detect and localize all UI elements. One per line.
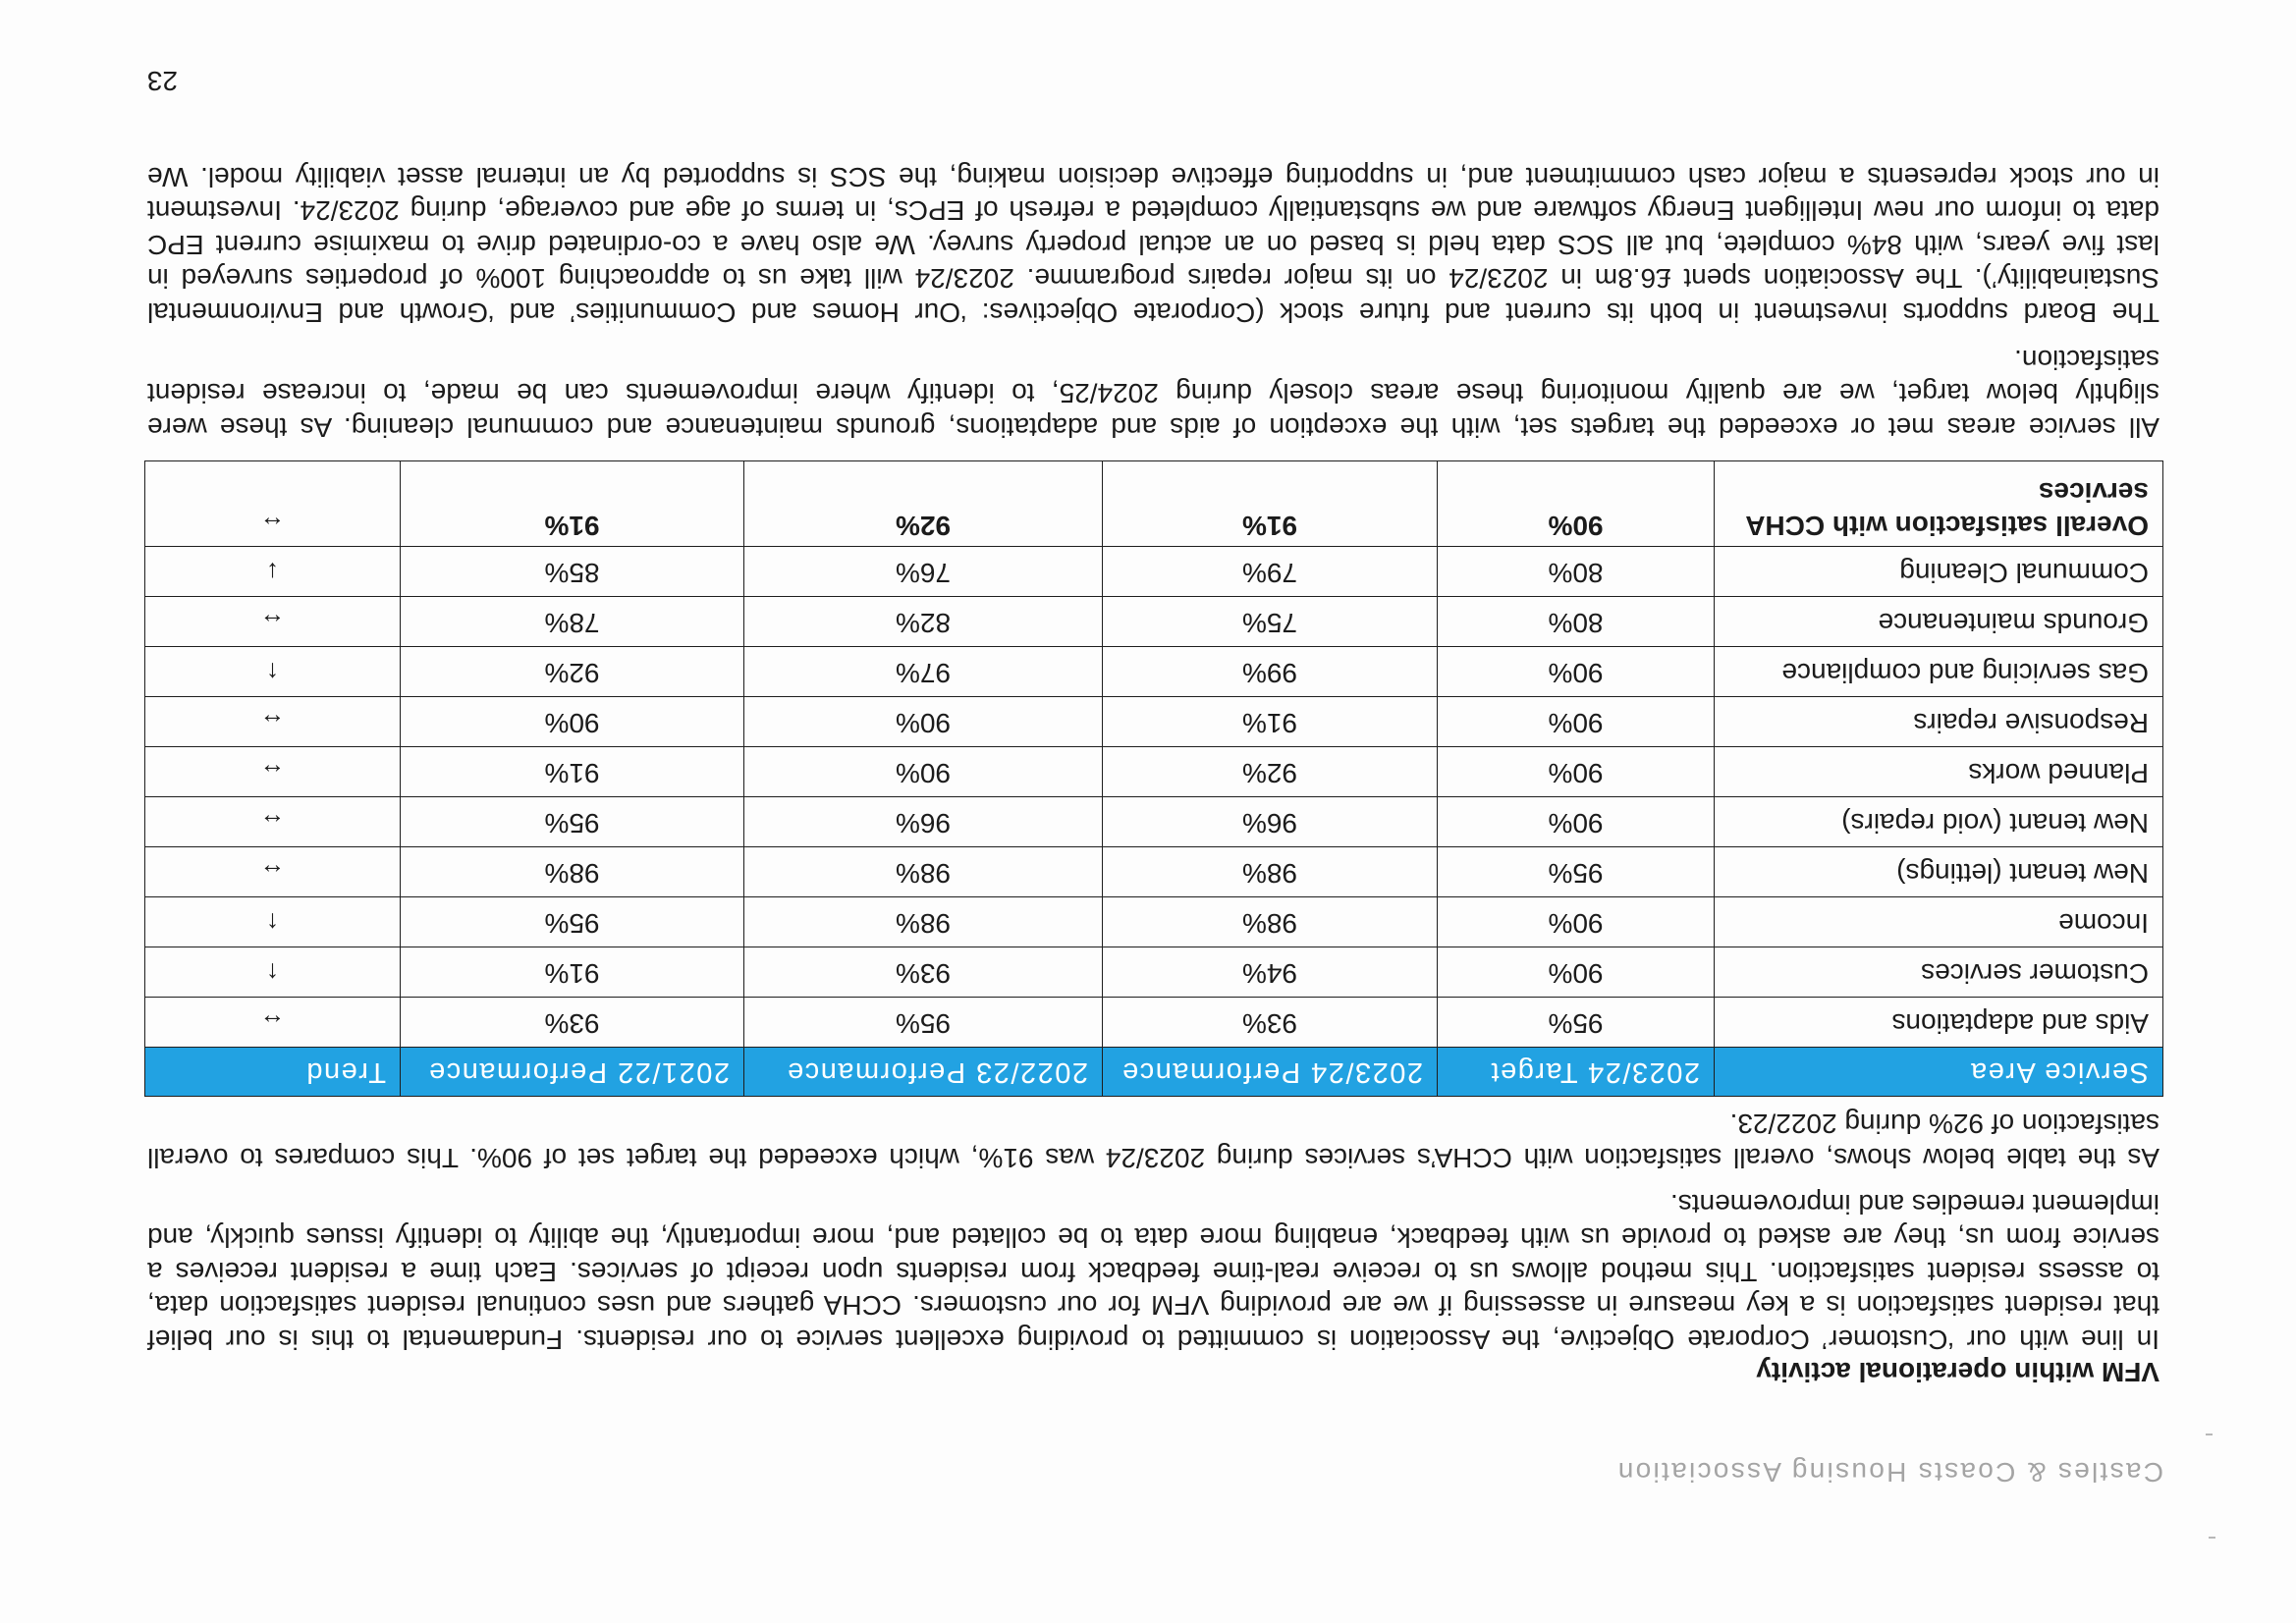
- performance-2021-22-cell: 92%: [401, 647, 744, 697]
- table-row: [145, 647, 2163, 697]
- paragraph-line: As the table below shows, overall satisfaction with CCHA’s services during 2023/24 was 91%, which exceeded the target set of 90%. This compares to overall: [147, 1143, 2159, 1173]
- table-row: [145, 547, 2163, 597]
- trend-arrow-icon: ↔: [145, 747, 401, 797]
- table-row: [145, 897, 2163, 947]
- performance-2021-22-cell: 91%: [401, 461, 744, 547]
- crop-mark: [2206, 1434, 2213, 1435]
- performance-2021-22-cell: 78%: [401, 597, 744, 647]
- performance-2022-23-cell: 82%: [744, 597, 1103, 647]
- trend-arrow-icon: ↔: [145, 461, 401, 547]
- performance-2022-23-cell: 93%: [744, 947, 1103, 998]
- paragraph-investment: [147, 160, 2159, 330]
- performance-2023-24-cell: 98%: [1103, 847, 1438, 897]
- performance-2022-23-cell: 90%: [744, 697, 1103, 747]
- service-area-cell: New tenant (lettings): [1715, 847, 2163, 897]
- performance-2021-22-cell: 93%: [401, 998, 744, 1048]
- trend-arrow-icon: ↔: [145, 597, 401, 647]
- table-row: [145, 747, 2163, 797]
- service-area-cell: Aids and adaptations: [1715, 998, 2163, 1048]
- trend-arrow-icon: ↔: [145, 797, 401, 847]
- trend-arrow-icon: ↑: [145, 647, 401, 697]
- performance-2022-23-cell: 96%: [744, 797, 1103, 847]
- column-header-performance-2022-23: 2022/23 Performance: [744, 1048, 1103, 1097]
- table-row: [145, 947, 2163, 998]
- paragraph-line: that resident satisfaction is a key measure in assessing if we are providing VFM for our customers. CCHA gathers and uses continual resident satisfaction data,: [147, 1290, 2159, 1322]
- table-row: [145, 797, 2163, 847]
- target-cell: 80%: [1438, 597, 1715, 647]
- performance-2021-22-cell: 98%: [401, 847, 744, 897]
- target-cell: 90%: [1438, 647, 1715, 697]
- target-cell: 90%: [1438, 461, 1715, 547]
- performance-2023-24-cell: 96%: [1103, 797, 1438, 847]
- performance-2023-24-cell: 91%: [1103, 461, 1438, 547]
- performance-2023-24-cell: 91%: [1103, 697, 1438, 747]
- column-header-target: 2023/24 Target: [1438, 1048, 1715, 1097]
- trend-arrow-icon: ↑: [145, 897, 401, 947]
- performance-2022-23-cell: 76%: [744, 547, 1103, 597]
- target-cell: 90%: [1438, 947, 1715, 998]
- service-area-cell: Income: [1715, 897, 2163, 947]
- table-row: [145, 998, 2163, 1048]
- performance-2023-24-cell: 98%: [1103, 897, 1438, 947]
- performance-2023-24-cell: 94%: [1103, 947, 1438, 998]
- performance-2022-23-cell: 97%: [744, 647, 1103, 697]
- section-heading: VFM within operational activity: [1756, 1357, 2159, 1387]
- paragraph-line: All service areas met or exceeded the targets set, with the exception of aids and adaptations, grounds maintenance and communal cleaning. As these were: [147, 412, 2159, 443]
- performance-2021-22-cell: 91%: [401, 947, 744, 998]
- trend-arrow-icon: ↓: [145, 547, 401, 597]
- paragraph-table-intro: [147, 1107, 2159, 1174]
- column-header-performance-2023-24: 2023/24 Performance: [1103, 1048, 1438, 1097]
- performance-2021-22-cell: 95%: [401, 897, 744, 947]
- trend-arrow-icon: ↔: [145, 847, 401, 897]
- page-number: 23: [146, 66, 178, 96]
- performance-2021-22-cell: 90%: [401, 697, 744, 747]
- paragraph-line: Sustainability’). The Association spent £6.8m in 2023/24 on its major repairs programme. 2023/24 will take us to approaching 100% of properties surveyed in: [147, 263, 2159, 295]
- paragraph-line: to assess resident satisfaction. This method allows us to receive real-time feedback from residents upon receipt of services. Each time a resident receives a: [147, 1257, 2159, 1287]
- performance-2022-23-cell: 98%: [744, 897, 1103, 947]
- service-area-cell: Communal Cleaning: [1715, 547, 2163, 597]
- performance-2021-22-cell: 85%: [401, 547, 744, 597]
- paragraph-line: data to inform our new Intelligent Energy software and we substantially completed a refresh of EPCs, in terms of age and coverage, during 2023/24. Investment: [147, 195, 2159, 227]
- trend-arrow-icon: ↑: [145, 947, 401, 998]
- paragraph-line: service from us, they are asked to provide us with feedback, enabling more data to be collated and, more importantly, the ability to identify issues quickly, and: [147, 1222, 2159, 1254]
- performance-2022-23-cell: 90%: [744, 747, 1103, 797]
- column-header-performance-2021-22: 2021/22 Performance: [401, 1048, 744, 1097]
- performance-2023-24-cell: 79%: [1103, 547, 1438, 597]
- column-header-service-area: Service Area: [1715, 1048, 2163, 1097]
- service-area-cell: Grounds maintenance: [1715, 597, 2163, 647]
- service-area-cell: Planned works: [1715, 747, 2163, 797]
- performance-2021-22-cell: 95%: [401, 797, 744, 847]
- target-cell: 90%: [1438, 747, 1715, 797]
- table-header-row: [145, 1048, 2163, 1097]
- service-area-cell: Responsive repairs: [1715, 697, 2163, 747]
- paragraph-line: in our stock represents a major cash commitment and, in supporting effective decision making, the SCS is supported by an internal asset viability model. We: [147, 162, 2159, 192]
- paragraph-line: last five years, with 84% complete, but all SCS data held is based on an actual property survey. We also have a co-ordinated drive to maximise current EPC: [147, 230, 2159, 260]
- target-cell: 90%: [1438, 697, 1715, 747]
- performance-2022-23-cell: 92%: [744, 461, 1103, 547]
- target-cell: 95%: [1438, 847, 1715, 897]
- trend-arrow-icon: ↔: [145, 998, 401, 1048]
- paragraph-line: slightly below target, we are quality monitoring these areas closely during 2024/25, to identify where improvements can be made, to increase resident: [147, 378, 2159, 409]
- service-area-cell: New tenant (void repairs): [1715, 797, 2163, 847]
- table-row: [145, 597, 2163, 647]
- performance-2021-22-cell: 91%: [401, 747, 744, 797]
- target-cell: 90%: [1438, 897, 1715, 947]
- paragraph-line: satisfaction of 92% during 2022/23.: [1729, 1109, 2159, 1140]
- paragraph-line: In line with our ‘Customer’ Corporate Objective, the Association is committed to providing excellent service to our residents. Fundamental to this is our belief: [147, 1325, 2159, 1355]
- paragraph-service-areas: [147, 343, 2159, 445]
- service-area-cell: Gas servicing and compliance: [1715, 647, 2163, 697]
- paragraph-line: implement remedies and improvements.: [1670, 1189, 2159, 1219]
- service-area-cell: Overall satisfaction with CCHA services: [1715, 461, 2163, 547]
- performance-2023-24-cell: 93%: [1103, 998, 1438, 1048]
- organisation-name: Castles & Coasts Housing Association: [1615, 1457, 2163, 1488]
- satisfaction-table: [144, 461, 2163, 1098]
- table-row-overall: [145, 461, 2163, 547]
- paragraph-intro: [147, 1187, 2159, 1357]
- table-row: [145, 847, 2163, 897]
- paragraph-line: satisfaction.: [2014, 345, 2159, 375]
- performance-2023-24-cell: 99%: [1103, 647, 1438, 697]
- target-cell: 80%: [1438, 547, 1715, 597]
- performance-2023-24-cell: 92%: [1103, 747, 1438, 797]
- paragraph-line: The Board supports investment in both its current and future stock (Corporate Objectives: ‘Our Homes and Communities’ and ‘Growth and Environmental: [147, 298, 2159, 328]
- target-cell: 95%: [1438, 998, 1715, 1048]
- service-area-cell: Customer services: [1715, 947, 2163, 998]
- table-row: [145, 697, 2163, 747]
- column-header-trend: Trend: [145, 1048, 401, 1097]
- crop-mark: [2209, 1537, 2215, 1539]
- target-cell: 90%: [1438, 797, 1715, 847]
- performance-2023-24-cell: 75%: [1103, 597, 1438, 647]
- performance-2022-23-cell: 95%: [744, 998, 1103, 1048]
- performance-2022-23-cell: 98%: [744, 847, 1103, 897]
- trend-arrow-icon: ↔: [145, 697, 401, 747]
